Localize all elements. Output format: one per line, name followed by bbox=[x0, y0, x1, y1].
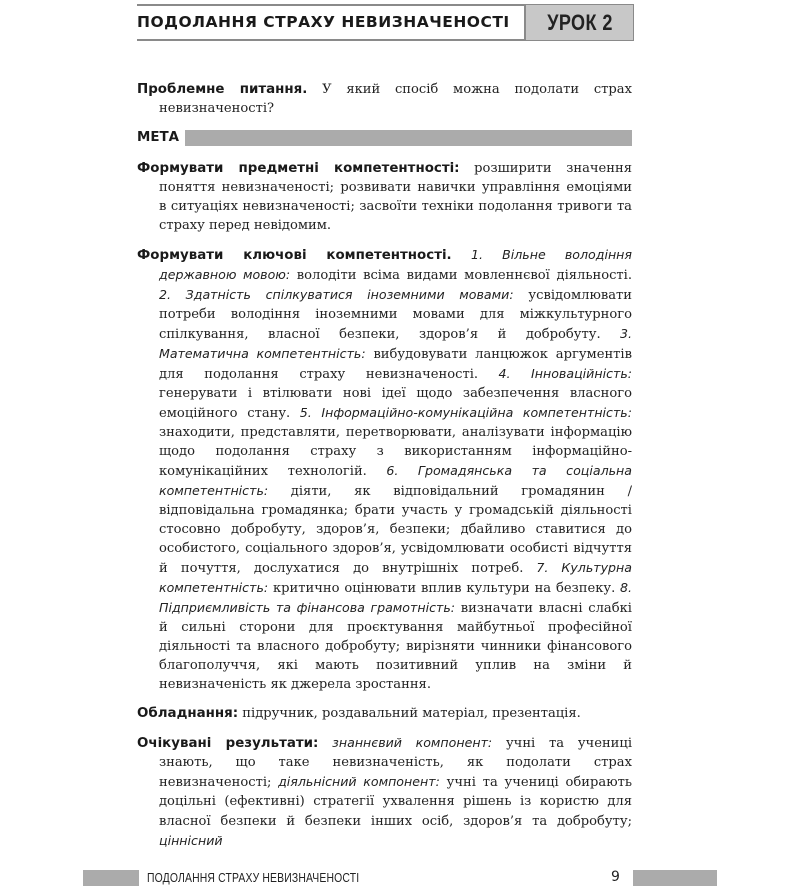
lesson-badge bbox=[524, 4, 634, 41]
key-competency-text-1: володіти всіма видами мовленнєвої діяльності. bbox=[290, 268, 633, 283]
footer-title: ПОДОЛАННЯ СТРАХУ НЕВИЗНАЧЕНОСТІ bbox=[147, 870, 360, 885]
goal-bar bbox=[185, 130, 632, 146]
expected-results-label: Очікувані результати: bbox=[137, 736, 319, 751]
subject-competencies bbox=[137, 159, 632, 235]
key-competency-text-15: визначати власні слабкі й сильні сторони для проєктування майбутньої професійної діяльності та власного добробуту; вирізняти чинники фінансового благополуччя, які мають позитивний уплив на зміни й невизначеність як джерела зростання. bbox=[159, 601, 632, 692]
key-competency-text-5: вибудовувати ланцюжок аргументів для подолання страху невизначеності. bbox=[159, 347, 632, 382]
key-competencies-label: Формувати ключові компетентності. bbox=[137, 248, 452, 263]
problem-label: Проблемне питання. bbox=[137, 82, 308, 97]
expected-result-term-0: знаннєвий компонент: bbox=[332, 735, 493, 750]
equipment-text: підручник, роздавальний матеріал, презентація. bbox=[238, 706, 581, 721]
key-competency-text-13: критично оцінювати вплив культури на безпеку. bbox=[268, 581, 616, 596]
subject-competencies-label: Формувати предметні компетентності: bbox=[137, 161, 460, 176]
page-header bbox=[137, 4, 632, 41]
expected-result-text-1: учні та учениці знають, що таке невизначеність, як подолати страх невизначеності; bbox=[159, 736, 633, 790]
problem-text: У який спосіб можна подолати страх невизначеності? bbox=[159, 82, 632, 116]
header-rule-top bbox=[137, 4, 527, 6]
key-competency-text-11: діяти, як відповідальний громадянин / відповідальна громадянка; брати участь у громадській діяльності стосовно добробуту, здоров’я, безпеки; дбайливо ставитися до особистого, соціального здоров’я, усвідомлювати особисті відчуття й почуття, дослухатися до внутрішніх потреб. bbox=[159, 484, 632, 576]
key-competency-term-0: 1. Вільне володіння державною мовою: bbox=[159, 247, 632, 282]
problem-question bbox=[137, 80, 632, 118]
key-competency-text-3: усвідомлювати потреби володіння іноземними мовами для міжкультурного спілкування, власної безпеки, здоров’я й добробуту. bbox=[159, 288, 633, 342]
key-competency-term-2: 2. Здатність спілкуватися іноземними мовами: bbox=[159, 287, 514, 302]
lesson-label: УРОК 2 bbox=[546, 9, 613, 35]
expected-result-term-2: діяльнісний компонент: bbox=[271, 774, 440, 789]
key-competency-term-10: 6. Громадянська та соціальна компетентність: bbox=[159, 463, 633, 498]
goal-section-heading bbox=[137, 128, 632, 147]
subject-competencies-text: розширити значення поняття невизначеності; розвивати навички управління емоціями в ситуаціях невизначеності; засвоїти техніки подолання тривоги та страху перед невідомим. bbox=[159, 161, 632, 233]
key-competency-text-9: знаходити, представляти, перетворювати, аналізувати інформацію щодо подолання страху з використанням інформаційно-комунікаційних технологій. bbox=[159, 425, 632, 479]
goal-label: МЕТА bbox=[137, 130, 179, 145]
key-competency-term-8: 5. Інформаційно-комунікаційна компетентність: bbox=[290, 405, 632, 420]
key-competency-term-14: 8. Підприємливість та фінансова грамотність: bbox=[159, 580, 632, 615]
footer-bar-left bbox=[83, 870, 139, 886]
key-competency-term-6: 4. Інноваційність: bbox=[478, 366, 632, 381]
equipment-label: Обладнання: bbox=[137, 706, 239, 721]
expected-result-text-3: учні та учениці обирають доцільні (ефективні) стратегії ухвалення рішень із користю для власної безпеки й безпеки інших осіб, здоров’я та добробуту; bbox=[159, 775, 632, 829]
expected-result-term-4: ціннісний bbox=[159, 833, 223, 848]
key-competency-term-12: 7. Культурна компетентність: bbox=[159, 560, 632, 595]
key-competencies bbox=[137, 245, 632, 694]
page-content bbox=[137, 80, 632, 861]
expected-results bbox=[137, 733, 632, 851]
header-title: ПОДОЛАННЯ СТРАХУ НЕВИЗНАЧЕНОСТІ bbox=[137, 13, 510, 31]
page-number: 9 bbox=[611, 869, 620, 885]
equipment bbox=[137, 704, 632, 723]
header-rule-bottom bbox=[137, 39, 527, 41]
key-competency-term-4: 3. Математична компетентність: bbox=[159, 326, 632, 361]
page-footer bbox=[0, 869, 800, 889]
footer-bar-right bbox=[633, 870, 717, 886]
key-competency-text-7: генерувати і втілювати нові ідеї щодо забезпечення власного емоційного стану. bbox=[159, 386, 632, 421]
